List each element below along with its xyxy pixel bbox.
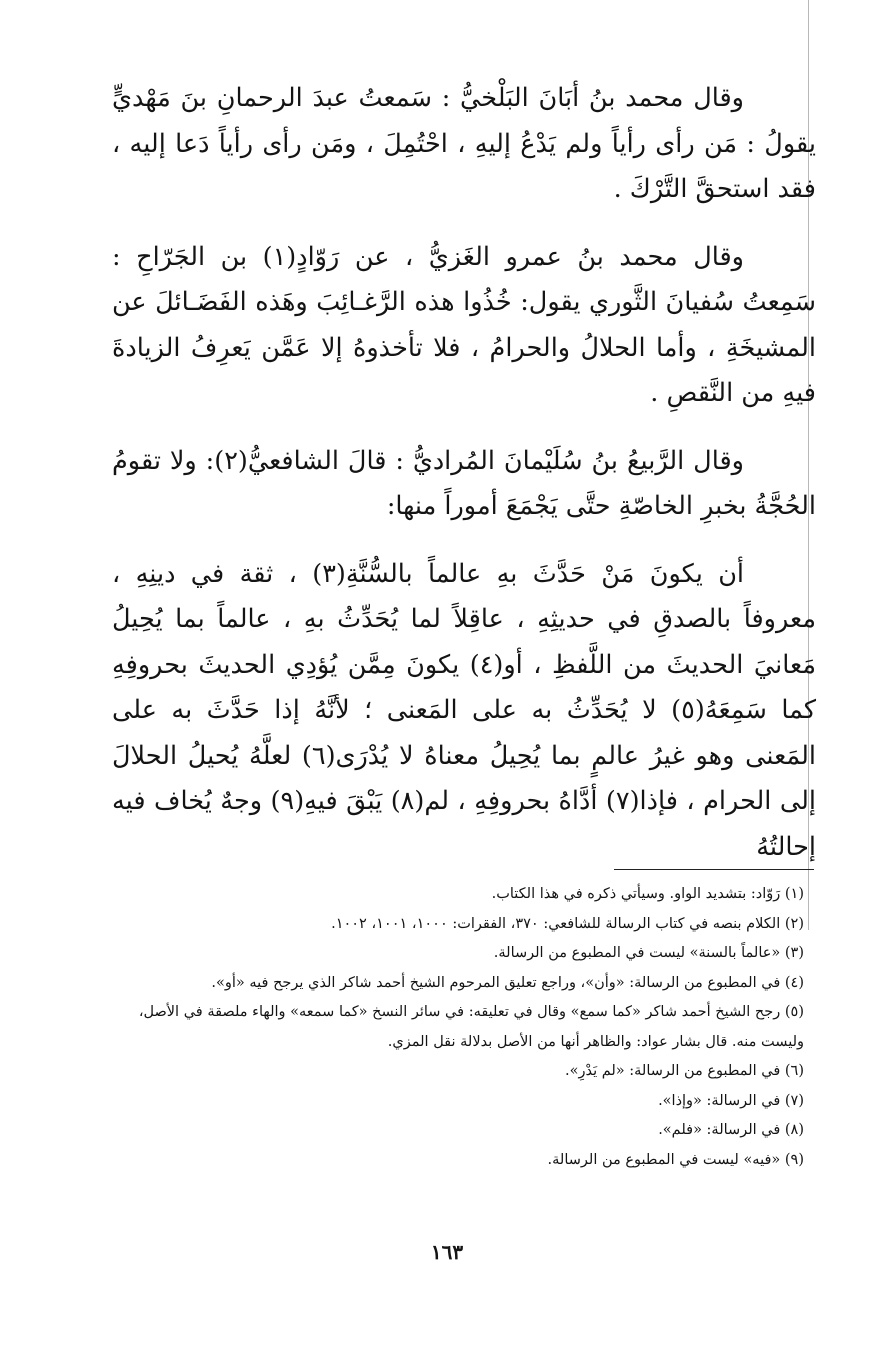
footnote-6: (٦) في المطبوع من الرسالة: «لم يَدْرِ». xyxy=(564,1063,804,1079)
footnote-4: (٤) في المطبوع من الرسالة: «وأن»، وراجع تعليق المرحوم الشيخ أحمد شاكر الذي يرجح فيه «أو». xyxy=(211,974,804,991)
footnote-8: (٨) في الرسالة: «فلم». xyxy=(658,1122,804,1138)
page-number: ١٦٣ xyxy=(430,1240,464,1264)
paragraph-2: وقال محمد بنُ عمرو الغَزيُّ ، عن رَوّادٍ(١) بن الجَرّاحِ : سَمِعتُ سُفيانَ الثَّوري يقول: خُذُوا هذه الرَّغـائِبَ وهَذه الفَضَـائلَ عن المشيخَةِ ، وأما الحلالُ والحرامُ ، فلا تأخذوهُ إلا عَمَّن يَعرِفُ الزيادةَ فيهِ من النَّقصِ . xyxy=(112,241,816,408)
paragraph-3: وقال الرَّبيعُ بنُ سُلَيْمانَ المُراديُّ : قالَ الشافعيُّ(٢): ولا تقومُ الحُجَّةُ بخبرِ الخاصّةِ حتَّى يَجْمَعَ أموراً منها: xyxy=(112,445,816,521)
main-text xyxy=(112,76,816,892)
footnote-separator xyxy=(614,869,814,870)
paragraph-4: أن يكونَ مَنْ حَدَّثَ بهِ عالماً بالسُّنَّةِ(٣) ، ثقة في دينِهِ ، معروفاً بالصدقِ في حديثِهِ ، عاقِلاً لما يُحَدِّثُ بهِ ، عالماً بما يُحِيلُ مَعانيَ الحديثَ من اللَّفظِ ، أو(٤) يكونَ مِمَّن يُؤدِي الحديثَ بحروفِهِ كما سَمِعَهُ(٥) لا يُحَدِّثُ به على المَعنى ؛ لأنَّهُ إذا حَدَّثَ به على المَعنى وهو غيرُ عالمٍ بما يُحِيلُ معناهُ لا يُدْرَى(٦) لعلَّهُ يُحيلُ الحلالَ إلى الحرام ، فإذا(٧) أدَّاهُ بحروفِهِ ، لم(٨) يَبْقَ فيهِ(٩) وجهٌ يُخاف فيه إحالتُهُ xyxy=(112,558,817,862)
footnote-2: (٢) الكلام بنصه في كتاب الرسالة للشافعي: ٣٧٠، الفقرات: ١٠٠٠، ١٠٠١، ١٠٠٢. xyxy=(331,915,804,932)
paragraph-1: وقال محمد بنُ أبَانَ البَلْخيُّ : سَمعتُ عبدَ الرحمانِ بنَ مَهْديٍّ يقولُ : مَن رأى رأياً ولم يَدْعُ إليهِ ، احْتُمِلَ ، ومَن رأى رأياً دَعا إليه ، فقد استحقَّ التَّرْكَ . xyxy=(112,83,816,204)
footnote-9: (٩) «فيه» ليست في المطبوع من الرسالة. xyxy=(547,1151,804,1168)
footnote-1: (١) رَوّاد: بتشديد الواو. وسيأتي ذكره في هذا الكتاب. xyxy=(491,886,804,902)
footnotes xyxy=(108,880,812,1175)
footnote-3: (٣) «عالماً بالسنة» ليست في المطبوع من الرسالة. xyxy=(493,945,804,961)
footnote-5: (٥) رجح الشيخ أحمد شاكر «كما سمع» وقال في تعليقه: في سائر النسخ «كما سمعه» والهاء ملصقة في الأصل، وليست منه. قال بشار عواد: والظاهر أنها من الأصل بدلالة نقل المزي. xyxy=(138,1004,804,1050)
footnote-7: (٧) في الرسالة: «وإذا». xyxy=(658,1092,804,1109)
